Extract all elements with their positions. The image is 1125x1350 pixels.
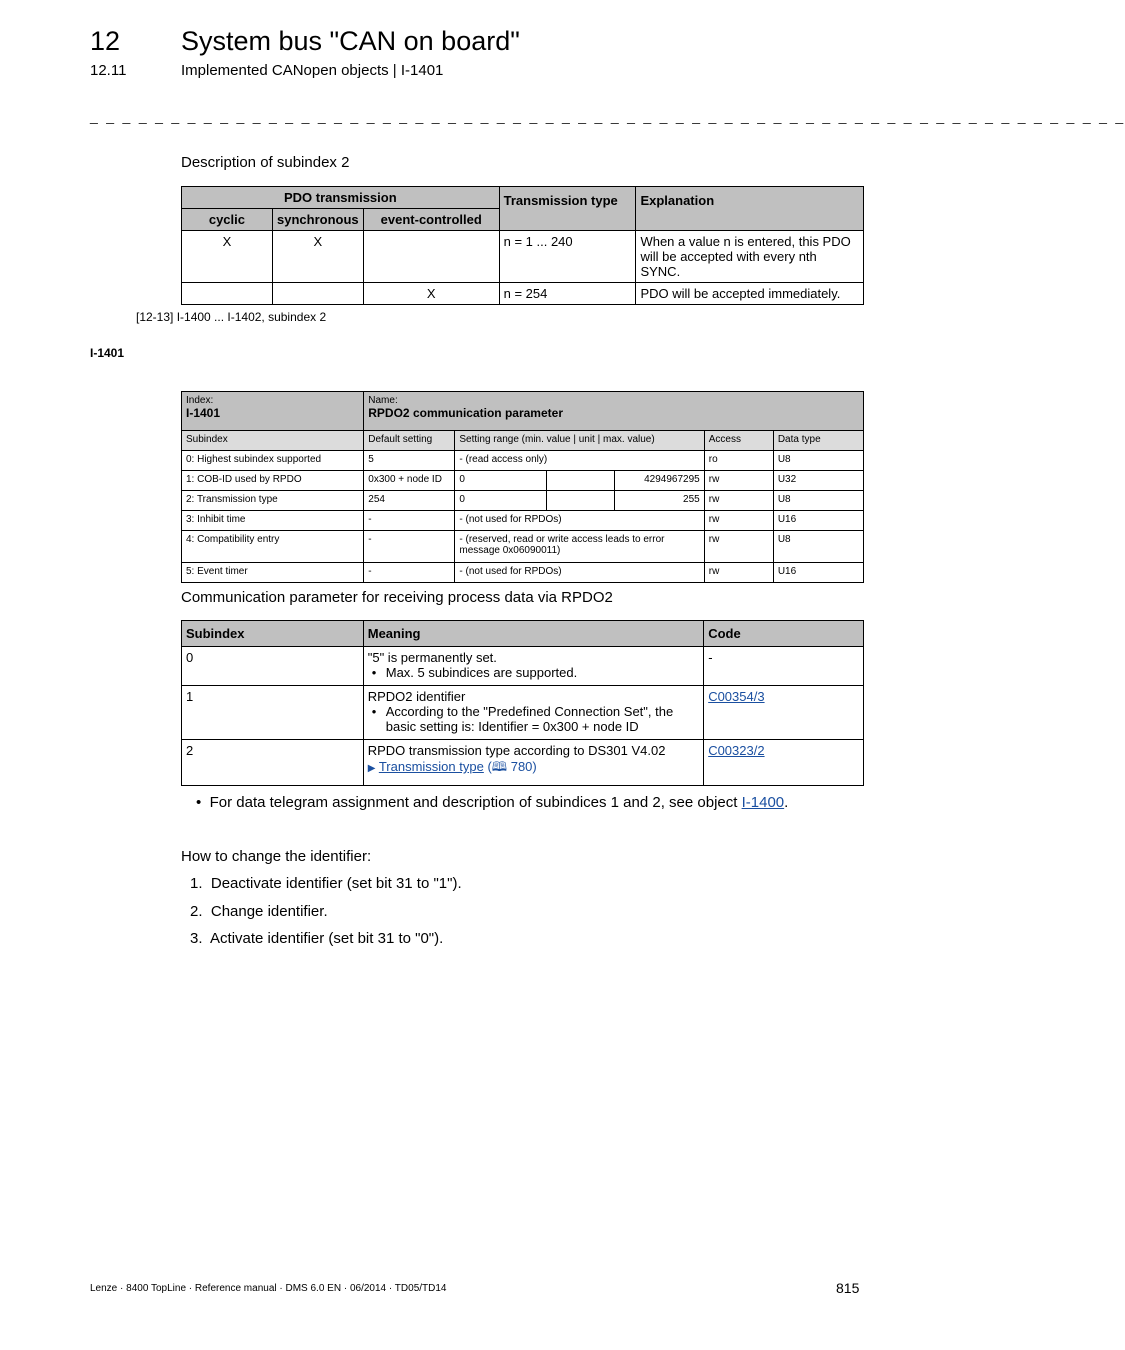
meaning-text: "5" is permanently set. bbox=[367, 650, 497, 665]
table-row bbox=[182, 647, 864, 686]
note-text: For data telegram assignment and description of subindices 1 and 2, see object bbox=[209, 794, 742, 811]
subindex2-heading: Description of subindex 2 bbox=[181, 154, 350, 171]
meaning-text: RPDO transmission type according to DS301 V4.02 bbox=[367, 743, 666, 758]
cell-default: - bbox=[364, 531, 455, 563]
cell-subindex: 4: Compatibility entry bbox=[182, 531, 364, 563]
cell-type: n = 1 ... 240 bbox=[499, 231, 636, 283]
howto-title: How to change the identifier: bbox=[181, 848, 372, 865]
col-event-controlled: event-controlled bbox=[363, 209, 499, 231]
table-row bbox=[182, 231, 864, 283]
cell-default: 5 bbox=[364, 451, 455, 471]
col-default: Default setting bbox=[364, 431, 455, 451]
cell-datatype: U8 bbox=[773, 531, 863, 563]
step-text: Deactivate identifier (set bit 31 to "1"). bbox=[210, 875, 462, 892]
object-heading: I-1401 bbox=[90, 346, 125, 360]
table-row bbox=[182, 451, 864, 471]
col-code: Code bbox=[704, 621, 864, 647]
cell-default: - bbox=[364, 511, 455, 531]
cell-cyclic: X bbox=[182, 231, 273, 283]
cell-sync bbox=[272, 283, 363, 305]
cell-event: X bbox=[363, 283, 499, 305]
cell-datatype: U32 bbox=[773, 471, 863, 491]
cell-default: 0x300 + node ID bbox=[364, 471, 455, 491]
col-pdo-transmission: PDO transmission bbox=[182, 187, 500, 209]
meaning-table bbox=[181, 620, 864, 786]
cell-datatype: U16 bbox=[773, 563, 863, 583]
bullet-icon: • bbox=[196, 794, 202, 811]
cell-min: 0 bbox=[455, 471, 546, 491]
note-end: . bbox=[784, 794, 789, 811]
step-number: 2. bbox=[190, 903, 203, 920]
cell-code bbox=[704, 686, 864, 740]
cell-type: n = 254 bbox=[499, 283, 636, 305]
col-meaning: Meaning bbox=[363, 621, 703, 647]
cell-explanation: PDO will be accepted immediately. bbox=[636, 283, 864, 305]
col-transmission-type: Transmission type bbox=[499, 187, 636, 231]
cell-meaning bbox=[363, 686, 703, 740]
table-row bbox=[182, 491, 864, 511]
cell-max: 255 bbox=[614, 491, 704, 511]
arrow-right-icon: ▶ bbox=[367, 763, 376, 774]
cell-sync: X bbox=[272, 231, 363, 283]
cell-subindex: 3: Inhibit time bbox=[182, 511, 364, 531]
col-synchronous: synchronous bbox=[272, 209, 363, 231]
cell-default: 254 bbox=[364, 491, 455, 511]
cell-meaning bbox=[363, 647, 703, 686]
col-explanation: Explanation bbox=[636, 187, 864, 231]
table-row bbox=[182, 531, 864, 563]
section-number: 12.11 bbox=[90, 62, 127, 79]
col-access: Access bbox=[704, 431, 773, 451]
cell-datatype: U8 bbox=[773, 491, 863, 511]
step-number: 3. bbox=[190, 930, 203, 947]
cell-subindex: 1: COB-ID used by RPDO bbox=[182, 471, 364, 491]
cell-default: - bbox=[364, 563, 455, 583]
header-divider: _ _ _ _ _ _ _ _ _ _ _ _ _ _ _ _ _ _ _ _ _ _ _ _ _ _ _ _ _ _ _ _ _ _ _ _ _ _ _ _ _ _ _ _ _ _ _ _ _ _ _ _ _ _ _ _ _ _ _ _ _ _ _ _ bbox=[90, 108, 1125, 124]
col-cyclic: cyclic bbox=[182, 209, 273, 231]
table-row bbox=[182, 283, 864, 305]
cell-datatype: U16 bbox=[773, 511, 863, 531]
step-number: 1. bbox=[190, 875, 203, 892]
cell-subindex: 0: Highest subindex supported bbox=[182, 451, 364, 471]
cell-unit bbox=[546, 491, 614, 511]
page-reference[interactable]: (🕮 780) bbox=[487, 759, 537, 774]
cell-range: - (not used for RPDOs) bbox=[455, 511, 704, 531]
howto-step bbox=[190, 875, 462, 892]
howto-step bbox=[190, 903, 328, 920]
cell-cyclic bbox=[182, 283, 273, 305]
table-row bbox=[182, 471, 864, 491]
figure-caption: [12-13] I-1400 ... I-1402, subindex 2 bbox=[136, 310, 327, 324]
col-range: Setting range (min. value | unit | max. value) bbox=[455, 431, 704, 451]
cell-access: rw bbox=[704, 511, 773, 531]
footer-text: Lenze · 8400 TopLine · Reference manual · DMS 6.0 EN · 06/2014 · TD05/TD14 bbox=[90, 1283, 447, 1294]
meaning-bullet: • Max. 5 subindices are supported. bbox=[382, 665, 699, 680]
cell-subindex: 0 bbox=[182, 647, 364, 686]
howto-step bbox=[190, 930, 443, 947]
cell-min: 0 bbox=[455, 491, 546, 511]
name-label: Name: bbox=[368, 395, 398, 406]
cell-access: rw bbox=[704, 471, 773, 491]
cell-access: rw bbox=[704, 531, 773, 563]
table-row bbox=[182, 563, 864, 583]
transmission-type-link[interactable]: Transmission type bbox=[378, 759, 484, 774]
cell-code: - bbox=[704, 647, 864, 686]
cell-unit bbox=[546, 471, 614, 491]
cell-explanation: When a value n is entered, this PDO will be accepted with every nth SYNC. bbox=[636, 231, 864, 283]
chapter-number: 12 bbox=[90, 26, 121, 56]
step-text: Change identifier. bbox=[210, 903, 328, 920]
col-datatype: Data type bbox=[773, 431, 863, 451]
object-link-i1400[interactable]: I-1400 bbox=[741, 794, 785, 811]
col-subindex: Subindex bbox=[182, 621, 364, 647]
cell-access: ro bbox=[704, 451, 773, 471]
index-value: I-1401 bbox=[186, 406, 221, 420]
meaning-text: RPDO2 identifier bbox=[367, 689, 466, 704]
code-link-c00354[interactable]: C00354/3 bbox=[708, 689, 765, 704]
object-table bbox=[181, 391, 864, 583]
cell-meaning bbox=[363, 740, 703, 786]
note-bullet bbox=[196, 794, 788, 811]
index-label: Index: bbox=[186, 395, 214, 406]
page-number: 815 bbox=[836, 1280, 860, 1296]
cell-event bbox=[363, 231, 499, 283]
table-row bbox=[182, 511, 864, 531]
cell-subindex: 2: Transmission type bbox=[182, 491, 364, 511]
section-title: Implemented CANopen objects | I-1401 bbox=[181, 62, 444, 79]
meaning-bullet: • According to the "Predefined Connection Set", the basic setting is: Identifier = 0x300 + node ID bbox=[382, 704, 699, 734]
object-table-caption: Communication parameter for receiving process data via RPDO2 bbox=[181, 589, 613, 606]
cell-max: 4294967295 bbox=[614, 471, 704, 491]
cell-range: - (reserved, read or write access leads to error message 0x06090011) bbox=[455, 531, 704, 563]
chapter-title: System bus "CAN on board" bbox=[181, 26, 520, 56]
name-value: RPDO2 communication parameter bbox=[368, 406, 563, 420]
table-row bbox=[182, 740, 864, 786]
cell-access: rw bbox=[704, 563, 773, 583]
cell-datatype: U8 bbox=[773, 451, 863, 471]
col-subindex: Subindex bbox=[182, 431, 364, 451]
cell-access: rw bbox=[704, 491, 773, 511]
step-text: Activate identifier (set bit 31 to "0"). bbox=[210, 930, 444, 947]
cell-range: - (not used for RPDOs) bbox=[455, 563, 704, 583]
cell-code bbox=[704, 740, 864, 786]
cell-subindex: 2 bbox=[182, 740, 364, 786]
table-row bbox=[182, 686, 864, 740]
code-link-c00323[interactable]: C00323/2 bbox=[708, 743, 765, 758]
cell-subindex: 1 bbox=[182, 686, 364, 740]
cell-subindex: 5: Event timer bbox=[182, 563, 364, 583]
cell-range: - (read access only) bbox=[455, 451, 704, 471]
subindex2-table bbox=[181, 186, 864, 305]
